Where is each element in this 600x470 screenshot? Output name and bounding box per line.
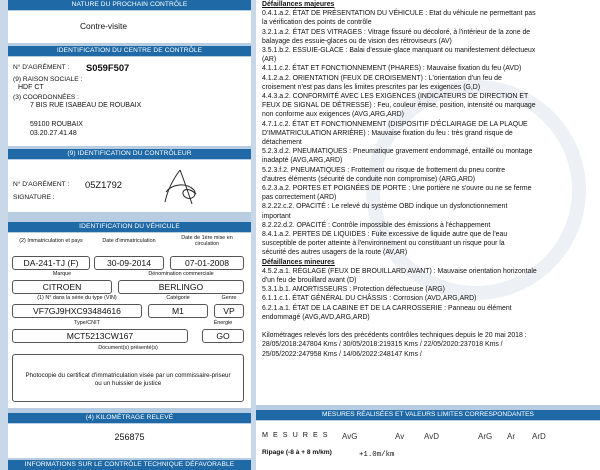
defect-line: 6.2.3.a.2. PORTES ET POIGNÉES DE PORTE : Une portière ne s'ouvre ou ne se ferme bbox=[262, 185, 532, 192]
energie-value: GO bbox=[202, 329, 244, 343]
date-immat-value: 30-09-2014 bbox=[94, 256, 164, 270]
vehicle-panel bbox=[8, 233, 251, 408]
mileage-value: 256875 bbox=[114, 432, 145, 442]
date-circ-value: 07-01-2008 bbox=[170, 256, 244, 270]
centre-raison-value: HDF CT bbox=[18, 84, 44, 91]
col-ard: ArD bbox=[532, 432, 546, 441]
measures-panel bbox=[256, 421, 600, 470]
defect-line: non conforme aux exigences (AVG,ARG,ARD) bbox=[262, 111, 404, 119]
denom-value: BERLINGO bbox=[118, 280, 244, 294]
genre-value: VP bbox=[214, 304, 244, 318]
centre-city: 59100 ROUBAIX bbox=[30, 121, 83, 128]
controller-agrement-label: N° D'AGRÉMENT : bbox=[13, 181, 70, 188]
centre-agrement-value: S059F507 bbox=[86, 62, 130, 73]
defect-line: la vérification des points de contrôle bbox=[262, 19, 372, 27]
defect-line: 6.1.1.c.1. ÉTAT GÉNÉRAL DU CHÂSSIS : Corrosion (AVD,ARG,ARD) bbox=[262, 295, 477, 303]
defect-line: D'IMMATRICULATION ARRIÈRE) : Mauvaise fixation du feu : très grand risque de bbox=[262, 129, 513, 137]
defect-line: pas correctement (ARD) bbox=[262, 194, 337, 202]
defect-line: 4.1.1.c.2. ÉTAT ET FONCTIONNEMENT (PHARES) : Mauvaise fixation du feu (AVD) bbox=[262, 65, 522, 73]
controller-signature-label: SIGNATURE : bbox=[13, 194, 55, 201]
next-control-panel bbox=[8, 11, 251, 43]
defect-line: 3.2.1.a.2. ÉTAT DES VITRAGES : Vitrage fissuré ou décoloré, à l'intérieur de la zone de bbox=[262, 28, 531, 36]
defect-line: 8.4.1.a.2. PERTES DE LIQUIDES : Fuite excessive de liquide autre que de l'eau bbox=[262, 231, 508, 238]
defect-line: (AR) bbox=[262, 56, 277, 64]
defect-line: inadapté (AVG,ARG,ARD) bbox=[262, 157, 343, 165]
categorie-value: M1 bbox=[148, 304, 208, 318]
defect-line: 3.5.1.b.2. ESSUIE-GLACE : Balai d'essuie-glace manquant ou manifestement défectueux bbox=[262, 47, 536, 54]
bottom-info-header: INFORMATIONS SUR LE CONTRÔLE TECHNIQUE DÉFAVORABLE bbox=[8, 460, 251, 470]
next-control-header: NATURE DU PROCHAIN CONTRÔLE bbox=[8, 0, 251, 10]
vin-value: VF7GJ9HXC93484616 bbox=[12, 304, 142, 318]
col-avd: AvD bbox=[424, 432, 439, 441]
centre-agrement-label: N° D'AGRÉMENT : bbox=[13, 64, 70, 71]
defect-line: 28/05/2018:247804 Kms / 30/05/2018:219315 Kms / 22/05/2020:237018 Kms / bbox=[262, 341, 503, 349]
col-av: Av bbox=[395, 432, 405, 441]
defect-line: important bbox=[262, 212, 291, 220]
defect-line: FEUX DE SIGNAL DE DÉTRESSE) : Feu, couleur émise, position, intensité ou marquage bbox=[262, 102, 536, 110]
mileage-panel bbox=[8, 424, 251, 458]
mileage-header: (4) KILOMÉTRAGE RELEVÉ bbox=[8, 413, 251, 423]
genre-label: Genre bbox=[221, 295, 237, 301]
defect-line: sécurité des autres usagers de la route (AV,AR) bbox=[262, 249, 408, 257]
docs-value-line1: Photocopie du certificat d'immatriculation visée par un commissaire-priseur bbox=[25, 372, 231, 379]
defect-line: Kilométrages relevés lors des précédents contrôles techniques depuis le 20 mai 2018 : bbox=[262, 332, 527, 340]
defect-line: 25/05/2022:247958 Kms / 14/06/2022:248147 Kms / bbox=[262, 350, 422, 358]
controller-agrement-value: 05Z1792 bbox=[85, 179, 123, 190]
defects-section-heading: Défaillances mineures bbox=[262, 258, 335, 266]
defect-line: balayage des essuie-glaces ou de vision des rétroviseurs (AV) bbox=[262, 37, 452, 45]
left-column bbox=[8, 0, 251, 470]
defects-panel bbox=[256, 0, 600, 405]
defect-line: 5.3.1.b.1. AMORTISSEURS : Protection défectueuse (ARG) bbox=[262, 286, 445, 294]
defect-line: détachement bbox=[262, 139, 302, 146]
defect-line: d'autres éléments (sécurité de conduite non compromise) (ARG,ARD) bbox=[262, 175, 476, 183]
defect-line: 4.5.2.a.1. RÉGLAGE (FEUX DE BROUILLARD AVANT) : Mauvaise orientation horizontale bbox=[262, 267, 537, 275]
categorie-label: Catégorie bbox=[166, 295, 190, 301]
defect-line: 5.2.3.d.2. PNEUMATIQUES : Pneumatique gravement endommagé, entaillé ou montage bbox=[262, 148, 533, 156]
defect-line: d'un feu de brouillard avant (D) bbox=[262, 277, 357, 284]
defect-line: 4.4.3.a.2. CONFORMITÉ AVEC LES EXIGENCES (INDICATEURS DE DIRECTION ET bbox=[262, 93, 529, 100]
marque-value: CITROEN bbox=[12, 280, 112, 294]
date-immat-label: Date d'immatriculation bbox=[102, 238, 156, 244]
signature-image bbox=[150, 164, 206, 210]
col-avg: AvG bbox=[342, 432, 358, 441]
energie-label: Énergie bbox=[213, 320, 233, 326]
ripage-value: +1.0m/km bbox=[359, 451, 395, 459]
defect-line: croisement n'est pas dans les limites prescrites par les exigences (G,D) bbox=[262, 83, 481, 91]
defect-line: susceptible de porter atteinte à l'environnement ou constituant un risque pour la bbox=[262, 240, 505, 248]
defect-line: 0.4.1.a.2. ÉTAT DE PRÉSENTATION DU VÉHICULE : Etat du véhicule ne permettant pas bbox=[262, 10, 536, 18]
measures-header: MESURES RÉALISÉES ET VALEURS LIMITES CORRESPONDANTES bbox=[256, 410, 600, 420]
marque-label: Marque bbox=[52, 271, 72, 277]
defects-section-heading: Défaillances majeures bbox=[262, 1, 335, 8]
defect-line: 8.2.22.d.2. OPACITÉ : Contrôle impossible des émissions à l'échappement bbox=[262, 221, 491, 229]
centre-coord-label: (3) COORDONNÉES : bbox=[13, 94, 79, 101]
immat-value: DA-241-TJ (F) bbox=[12, 256, 90, 270]
docs-label: Document(s) présenté(s) bbox=[98, 345, 158, 351]
docs-value-line2: ou un huissier de justice bbox=[94, 380, 162, 387]
denom-label: Dénomination commerciale bbox=[148, 271, 214, 277]
immat-label: (2) Immatriculation et pays bbox=[19, 238, 83, 244]
type-label: Type/CNIT bbox=[74, 320, 100, 326]
centre-panel bbox=[8, 57, 251, 146]
ripage-label: Ripage (-8 à + 8 m/km) bbox=[262, 449, 332, 456]
date-circ-label: Date de 1ère mise en circulation bbox=[181, 235, 233, 248]
centre-header: IDENTIFICATION DU CENTRE DE CONTRÔLE bbox=[8, 46, 251, 56]
defect-line: endommagé (AVG,AVD,ARG,ARD) bbox=[262, 313, 370, 321]
centre-address: 7 BIS RUE ISABEAU DE ROUBAIX bbox=[30, 102, 142, 109]
centre-raison-label: (9) RAISON SOCIALE : bbox=[13, 76, 83, 83]
vin-label: (1) N° dans la série du type (VIN) bbox=[37, 295, 117, 301]
defect-line: 5.2.3.f.2. PNEUMATIQUES : Frottement ou risque de frottement du pneu contre bbox=[262, 166, 506, 174]
defect-line: 6.2.1.a.1. ÉTAT DE LA CABINE ET DE LA CARROSSERIE : Panneau ou élément bbox=[262, 304, 512, 312]
measures-title: M E S U R E S bbox=[262, 430, 330, 439]
col-arg: ArG bbox=[478, 432, 493, 441]
controller-panel bbox=[8, 160, 251, 212]
controller-header: (9) IDENTIFICATION DU CONTRÔLEUR bbox=[8, 149, 251, 159]
defect-line: 4.1.2.a.2. ORIENTATION (FEUX DE CROISEMENT) : L'orientation d'un feu de bbox=[262, 74, 502, 82]
defect-line: 8.2.22.c.2. OPACITÉ : Le relevé du système OBD indique un dysfonctionnement bbox=[262, 203, 508, 211]
next-control-value: Contre-visite bbox=[80, 21, 128, 31]
type-value: MCT5213CW167 bbox=[12, 329, 188, 343]
centre-phone: 03.20.27.41.48 bbox=[30, 130, 77, 137]
docs-box bbox=[12, 354, 244, 402]
col-ar: Ar bbox=[507, 432, 515, 441]
vehicle-header: IDENTIFICATION DU VÉHICULE bbox=[8, 222, 251, 232]
defect-line: 4.7.1.c.2. ÉTAT ET FONCTIONNEMENT (DISPOSITIF D'ÉCLAIRAGE DE LA PLAQUE bbox=[262, 120, 528, 128]
right-column bbox=[256, 0, 600, 470]
